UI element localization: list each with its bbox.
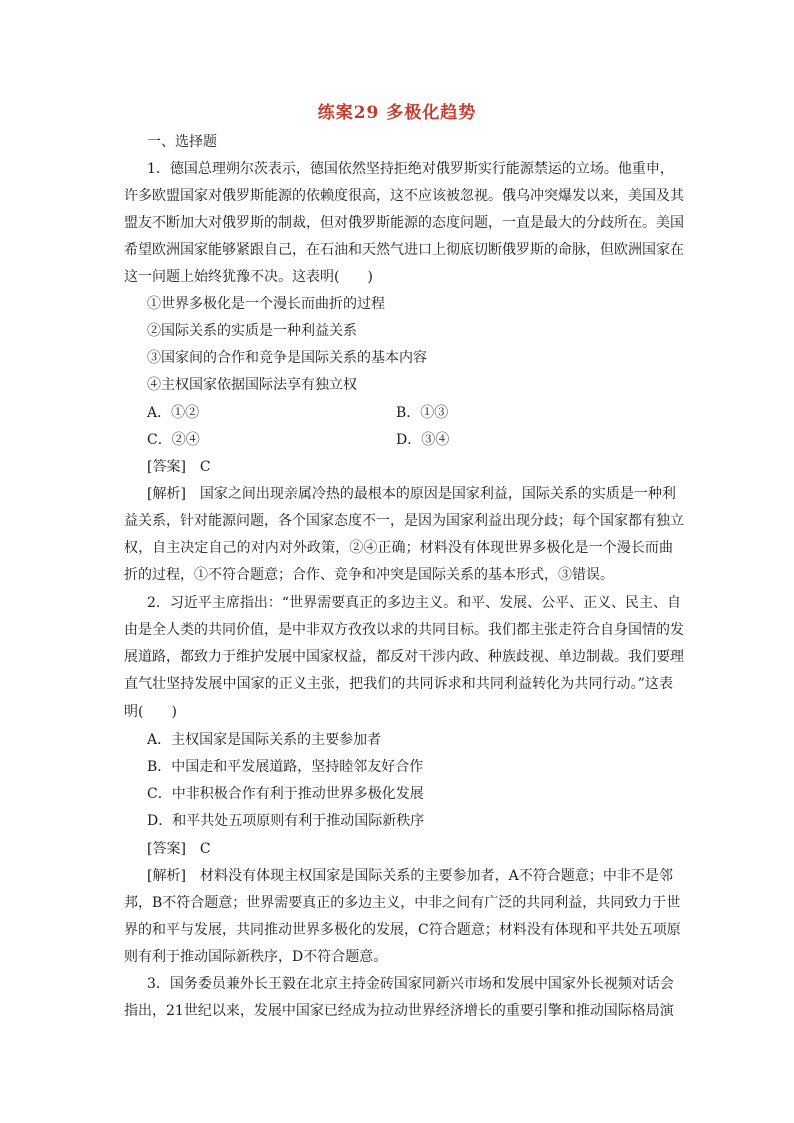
q2-stem-line: 由是全人类的共同价值，是中非双方孜孜以求的共同目标。我们都主张走符合自身国情的发 <box>124 622 684 638</box>
q1-statement: ③国家间的合作和竞争是国际关系的基本内容 <box>147 350 427 366</box>
q2-analysis-line: 界的和平与发展，共同推动世界多极化的发展，C符合题意；材料没有体现和平共处五项原 <box>124 922 681 938</box>
q2-option-d: D．和平共处五项原则有利于推动国际新秩序 <box>147 813 425 829</box>
q1-option-b: B．①③ <box>396 405 449 421</box>
q1-analysis-line: [解析] 国家之间出现亲属冷热的最根本的原因是国家利益，国际关系的实质是一种利 <box>147 486 676 502</box>
q1-option-d: D．③④ <box>396 432 450 448</box>
q2-answer: [答案] C <box>147 841 211 857</box>
q1-analysis-line: 折的过程，①不符合题意；合作、竞争和冲突是国际关系的基本形式，③错误。 <box>124 567 614 583</box>
q1-statement: ②国际关系的实质是一种利益关系 <box>147 323 357 339</box>
q3-stem-line: 3．国务委员兼外长王毅在北京主持金砖国家同新兴市场和发展中国家外长视频对话会 <box>147 976 674 992</box>
q2-stem-line: 直气壮坚持发展中国家的正义主张，把我们的共同诉求和共同利益转化为共同行动。”这表 <box>124 676 673 692</box>
section-heading: 一、选择题 <box>147 134 217 150</box>
q2-analysis-line: [解析] 材料没有体现主权国家是国际关系的主要参加者，A不符合题意；中非不是邻 <box>147 868 673 884</box>
q2-option-a: A．主权国家是国际关系的主要参加者 <box>147 732 382 748</box>
q1-analysis-line: 益关系，针对能源问题，各个国家态度不一，是因为国家利益出现分歧；每个国家都有独立 <box>124 513 684 529</box>
q2-stem-line: 明( ) <box>124 704 177 720</box>
q2-stem-line: 2．习近平主席指出：“世界需要真正的多边主义。和平、发展、公平、正义、民主、自 <box>147 595 682 611</box>
document-title: 练案29 多极化趋势 <box>317 103 477 123</box>
q1-statement: ①世界多极化是一个漫长而曲折的过程 <box>147 296 385 312</box>
q2-option-b: B．中国走和平发展道路，坚持睦邻友好合作 <box>147 759 424 775</box>
q2-option-c: C．中非积极合作有利于推动世界多极化发展 <box>147 786 424 802</box>
q1-option-a: A．①② <box>147 405 200 421</box>
q1-stem-line: 这一问题上始终犹豫不决。这表明( ) <box>124 269 373 285</box>
q1-analysis-line: 权，自主决定自己的对内对外政策，②④正确；材料没有体现世界多极化是一个漫长而曲 <box>124 540 673 556</box>
q1-option-c: C．②④ <box>147 432 200 448</box>
q2-stem-line: 展道路，都致力于维护发展中国家权益，都反对干涉内政、种族歧视、单边制裁。我们要理 <box>124 649 684 665</box>
q3-stem-line: 指出，21世纪以来，发展中国家已经成为拉动世界经济增长的重要引擎和推动国际格局演 <box>124 1003 674 1019</box>
q1-stem-line: 希望欧洲国家能够紧跟自己，在石油和天然气进口上彻底切断俄罗斯的命脉，但欧洲国家在 <box>124 242 684 258</box>
q2-analysis-line: 邦，B不符合题意；世界需要真正的多边主义，中非之间有广泛的共同利益，共同致力于世 <box>124 895 681 911</box>
q1-stem-line: 盟友不断加大对俄罗斯的制裁，但对俄罗斯能源的态度问题，一直是最大的分歧所在。美国 <box>124 215 684 231</box>
q2-analysis-line: 则有利于推动国际新秩序，D不符合题意。 <box>124 949 388 965</box>
q1-stem-line: 1．德国总理朔尔茨表示，德国依然坚持拒绝对俄罗斯实行能源禁运的立场。他重申， <box>147 161 674 177</box>
q1-stem-line: 许多欧盟国家对俄罗斯能源的依赖度很高，这不应该被忽视。俄乌冲突爆发以来，美国及其 <box>124 188 684 204</box>
q1-answer: [答案] C <box>147 459 211 475</box>
q1-statement: ④主权国家依据国际法享有独立权 <box>147 377 357 393</box>
